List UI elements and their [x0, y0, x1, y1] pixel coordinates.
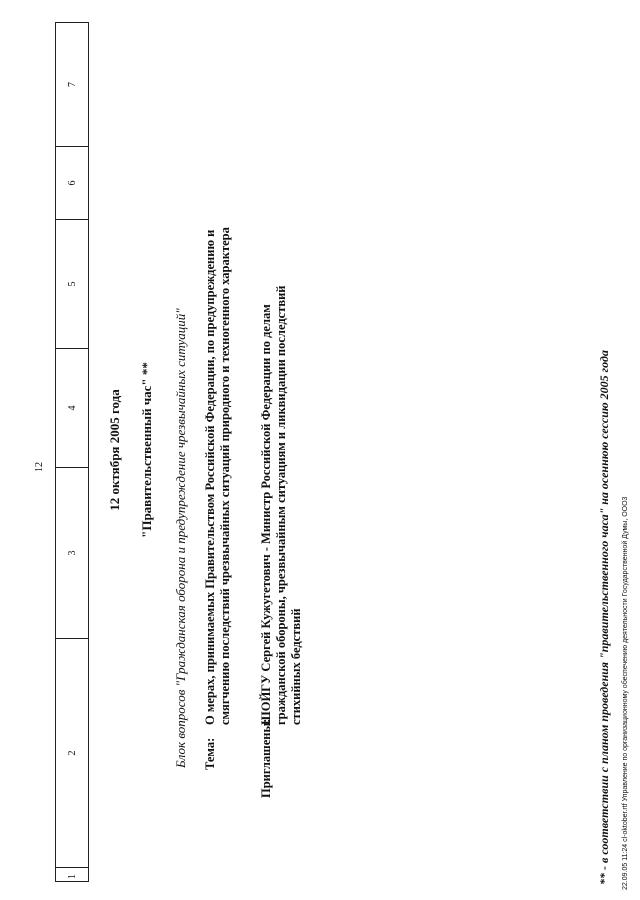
header-col-2: 2 [56, 639, 89, 868]
footnote: ** - в соответствии с планом проведения "правительственного часа" на осеннюю сессию 2005 года [597, 350, 611, 885]
header-col-3: 3 [56, 468, 89, 639]
question-block: Блок вопросов "Гражданская оборона и предупреждение чрезвычайных ситуаций" [173, 308, 188, 768]
invited-label: Приглашены: [259, 718, 273, 798]
header-col-5: 5 [56, 220, 89, 349]
header-column-table [55, 22, 89, 882]
file-meta: 22.09.05 11:24 cl-oktober.rtf Управление по организационному обеспечению деятельности Государственной Думы, ООО3 [622, 496, 629, 890]
government-hour-title: "Правительственный час" ** [139, 362, 154, 538]
session-date: 12 октября 2005 года [107, 389, 122, 511]
page-number: 12 [34, 462, 45, 472]
header-col-7: 7 [56, 23, 89, 147]
header-col-4: 4 [56, 349, 89, 468]
header-col-1: 1 [56, 868, 89, 882]
header-col-6: 6 [56, 147, 89, 220]
invited-text: ШОЙГУ Сергей Кужугетович - Министр Российской Федерации по делам гражданской обороны, чрезвычайным ситуациям и ликвидации последствий стихийных бедствий [259, 285, 303, 725]
topic-text: О мерах, принимаемых Правительством Российской Федерации, по предупреждению и смягчению последствий чрезвычайных ситуаций природного и техногенного характера [203, 227, 232, 725]
topic-label: Тема: [203, 737, 217, 770]
